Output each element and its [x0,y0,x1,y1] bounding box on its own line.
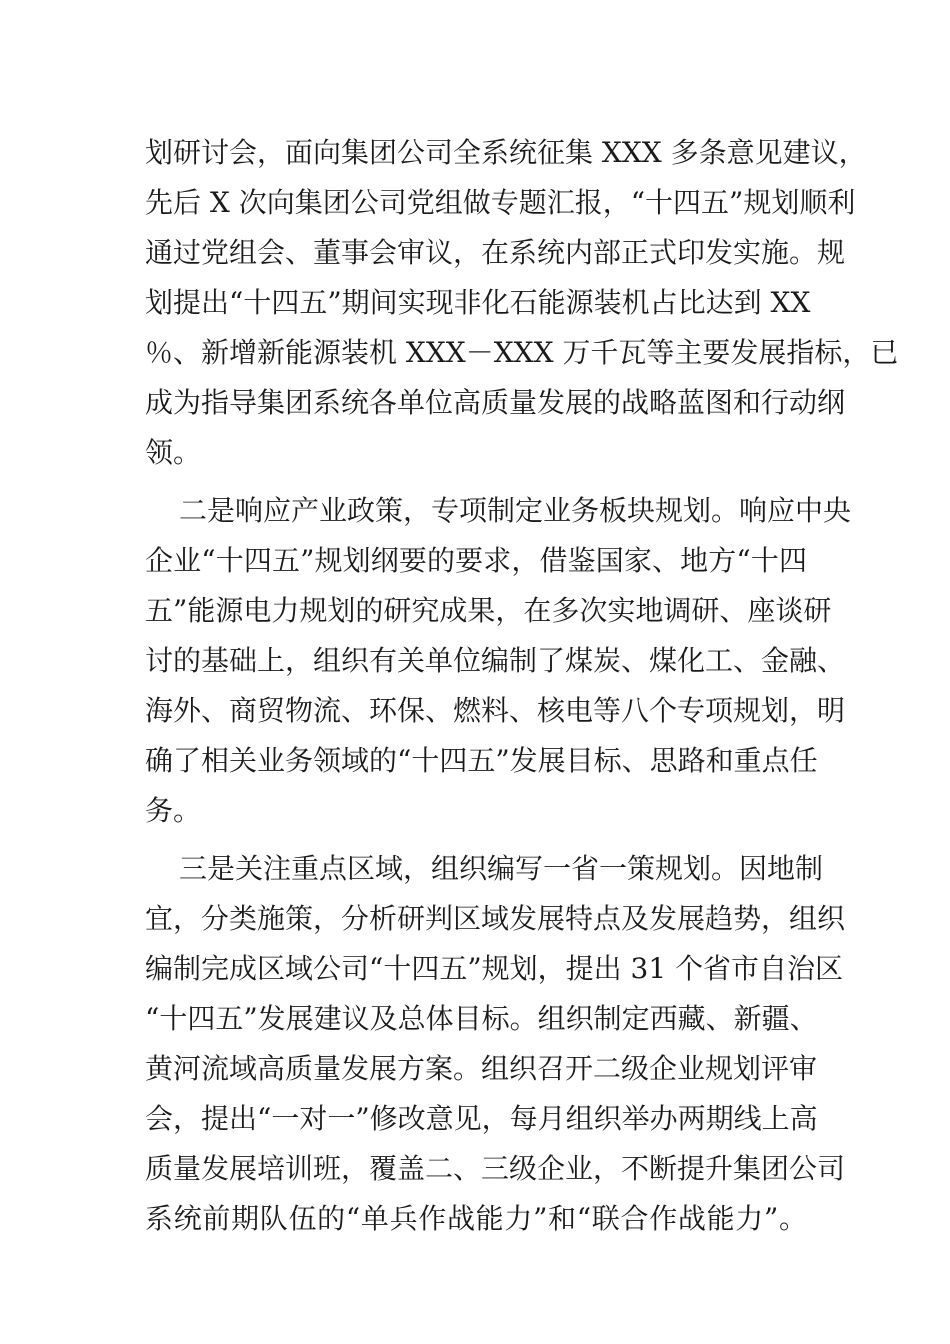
text-line: 领。 [145,436,202,469]
document-body [145,128,899,1244]
text-line: 成为指导集团系统各单位高质量发展的战略蓝图和行动纲 [145,386,846,419]
text-line: 先后 X 次向集团公司党组做专题汇报，“十四五”规划顺利 [145,186,856,219]
text-line: 编制完成区域公司“十四五”规划，提出 31 个省市自治区 [145,952,844,985]
text-line: 讨的基础上，组织有关单位编制了煤炭、煤化工、金融、 [145,644,846,677]
text-line: 划提出“十四五”期间实现非化石能源装机占比达到 XX [145,286,811,319]
text-line: 系统前期队伍的“单兵作战能力”和“联合作战能力”。 [145,1202,807,1235]
text-line: 务。 [145,794,202,827]
text-line: 三是关注重点区域，组织编写一省一策规划。因地制 [179,852,824,885]
text-line: 质量发展培训班，覆盖二、三级企业，不断提升集团公司 [145,1152,846,1185]
text-line: 宜，分类施策，分析研判区域发展特点及发展趋势，组织 [145,902,846,935]
text-line: 企业“十四五”规划纲要的要求，借鉴国家、地方“十四 [145,544,807,577]
paragraph-gap [145,836,807,844]
text-line: 会，提出“一对一”修改意见，每月组织举办两期线上高 [145,1102,818,1135]
text-line: 黄河流域高质量发展方案。组织召开二级企业规划评审 [145,1052,818,1085]
paragraph-1 [145,128,899,478]
text-line: 通过党组会、董事会审议，在系统内部正式印发实施。规 [145,236,846,269]
paragraph-gap [145,478,807,486]
text-line: 确了相关业务领域的“十四五”发展目标、思路和重点任 [145,744,818,777]
text-line: ％、新增新能源装机 XXX－XXX 万千瓦等主要发展指标，已 [145,336,899,369]
text-line: 二是响应产业政策，专项制定业务板块规划。响应中央 [179,494,852,527]
text-line: 五”能源电力规划的研究成果，在多次实地调研、座谈研 [145,594,832,627]
paragraph-2 [145,486,852,836]
paragraph-3 [145,844,846,1244]
text-line: 海外、商贸物流、环保、燃料、核电等八个专项规划，明 [145,694,846,727]
text-line: 划研讨会，面向集团公司全系统征集 XXX 多条意见建议， [145,136,867,169]
text-line: “十四五”发展建议及总体目标。组织制定西藏、新疆、 [145,1002,818,1035]
